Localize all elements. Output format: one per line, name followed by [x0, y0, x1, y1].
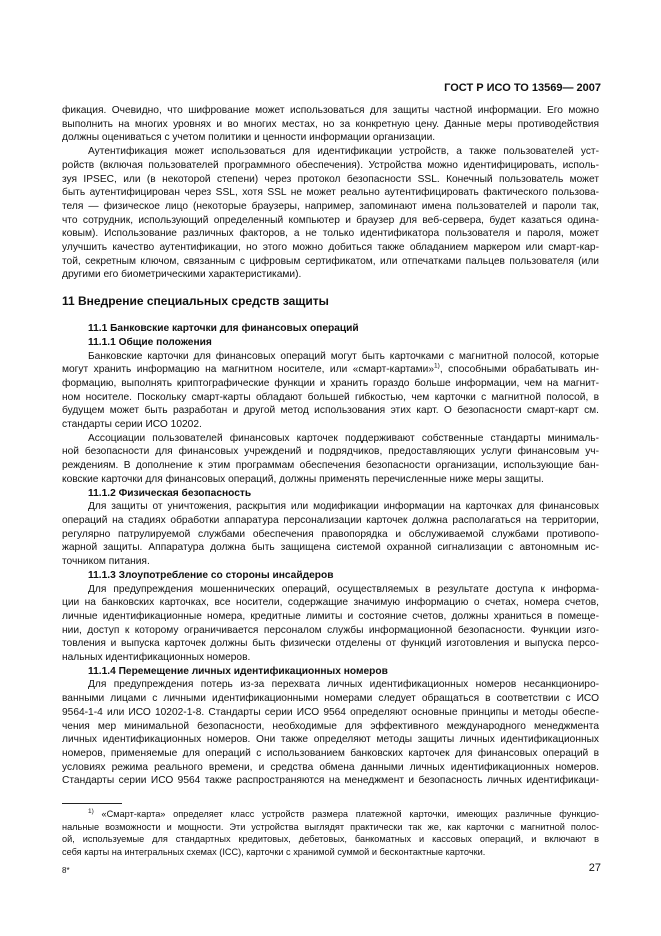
text-fragment: могут хранить информацию на магнитном носителе, или «смарт-картами» [62, 364, 435, 376]
subsection-heading-11-1-2: 11.1.2 Физическая безопасность [88, 487, 252, 499]
text-line: ном носителе. Поскольку смарт-карты обладают большей гибкостью, чем карточки с магнитной полосой, в [62, 391, 599, 403]
subsection-heading-11-1-1: 11.1.1 Общие положения [88, 336, 212, 348]
section-heading-11: 11 Внедрение специальных средств защиты [62, 294, 329, 309]
text-line: точником питания. [62, 556, 150, 568]
text-line: жарной защиты. Аппаратура должна быть защищена системой охранной сигнализации с автономным ис- [62, 542, 599, 554]
text-line: Стандарты серии ИСО 9564 также распространяются на менеджмент и безопасность личных идентификаци- [62, 775, 599, 787]
paragraph [62, 350, 599, 432]
text-line: стандарты серии ИСО 10202. [62, 419, 202, 431]
text-line: Для предупреждения мошеннических операций, осуществляемых в результате доступа к информа- [88, 583, 599, 595]
text-line: операций на стадиях обработки аппаратура персонализации карточек должна располагаться на территории, [62, 514, 599, 526]
text-line: что сотрудник, использующий определенный компьютер и браузер для веб-сервера, будет казаться одина- [62, 214, 599, 226]
text-line: ковские карточки для финансовых операций, должны применять перечисленные ниже меры защиты. [62, 473, 544, 485]
text-line: чения мер минимальной безопасности, необходимые для эффективного международного менеджмента [62, 720, 599, 732]
text-line: ной безопасности для финансовых учреждений и подрядчиков, предоставляющих услуги финансовым уч- [62, 446, 599, 458]
paragraph [62, 104, 599, 145]
text-line: быть аутентифицирован через SSL, хотя SSL не может реально аутентифицировать фактического пользова- [62, 187, 599, 199]
footnote-line: нальные возможности и мощности. Эти устройства выглядят практически так же, как карточки с магнитной полос- [62, 821, 599, 832]
footnote [62, 808, 599, 858]
text-line: реждениям. В дополнение к этим программам обеспечения безопасности организации, использующие бан- [62, 460, 599, 472]
footnote-mark: 1) [88, 807, 94, 815]
text-line: будущем может быть разработан и другой метод использования этих карт. О безопасности смарт-карт см. [62, 405, 599, 417]
subsection-heading-11-1-3: 11.1.3 Злоупотребление со стороны инсайдеров [88, 569, 334, 581]
text-line: регулярно патрулируемой службами обеспечения правопорядка и обслуживаемой службами противопо- [62, 528, 599, 540]
text-line: Аутентификация может использоваться для идентификации устройств, а также пользователей уст- [88, 146, 599, 158]
text-fragment: «Смарт-карта» определяет класс устройств размера платежной карточки, имеющих различные функцио- [93, 809, 599, 819]
paragraph [62, 678, 599, 788]
text-line: 9564-1-4 или ИСО 10202-1-8. Стандарты серии ИСО 9564 определяют основные принципы и методы обеспе- [62, 706, 599, 718]
text-line: теля — физическое лицо (некоторые браузеры, например, запоминают имена пользователей и пароли так, [62, 200, 599, 212]
paragraph [62, 583, 599, 665]
text-line: ковым). Использование различных факторов, а не только идентификатора пользователя и пароля, может [62, 228, 599, 240]
text-line: личных идентификационных номеров. Они также определяют методы защиты личных идентификационных [62, 734, 599, 746]
page-number: 27 [588, 862, 601, 874]
footnote-divider [62, 803, 122, 804]
text-line: улучшить качество аутентификации, но этого можно добиться также обладанием маркером или смарт-кар- [62, 242, 599, 254]
paragraph [62, 500, 599, 569]
paragraph [62, 432, 599, 487]
text-line: Ассоциации пользователей финансовых карточек поддерживают собственные стандарты минималь- [88, 432, 599, 444]
text-line [62, 363, 599, 377]
text-line: личные идентификационные номера, кредитные лимиты и состояние счетов, должны храниться в помеще- [62, 610, 599, 622]
text-line: фикация. Очевидно, что шифрование может использоваться для защиты частной информации. Его можно [62, 105, 599, 116]
text-line: зуя IPSEC, или (в некоторой степени) через протокол безопасности SSL. Конечный пользователь может [62, 173, 599, 185]
subsection-heading-11-1: 11.1 Банковские карточки для финансовых операций [88, 323, 359, 335]
text-line: формацию, выполнять криптографические функции и хранить гораздо больше информации, чем на магнит- [62, 377, 599, 389]
text-line: ванными лицами с личными идентификационными номерами следует обращаться в соответствии с ИСО [62, 693, 599, 705]
subsection-heading-11-1-4: 11.1.4 Перемещение личных идентификационных номеров [88, 665, 388, 677]
text-line: той, секретным ключом, связанным с цифровым сертификатом, или отпечатками пальцев пользователя (или [62, 255, 599, 267]
text-line: ции на банковских карточках, все носители, содержащие значимую информацию о счетах, номера счетов, [62, 597, 599, 609]
text-line: Для предупреждения потерь из-за перехвата личных идентификационных номеров несанкциониро- [88, 679, 599, 691]
footnote-line [62, 808, 599, 821]
text-line: Для защиты от уничтожения, раскрытия или модификации информации на карточках для финансовых [88, 501, 599, 513]
footnote-line: себя карты на интегральных схемах (ICC), карточки с хранимой суммой и бесконтактные карточки. [62, 846, 486, 857]
text-line: нальных идентификационных номеров. [62, 652, 251, 664]
document-header-id: ГОСТ Р ИСО ТО 13569— 2007 [444, 82, 601, 94]
paragraph [62, 145, 599, 282]
text-fragment: , способными обрабатывать ин- [439, 364, 599, 376]
text-line: другими его биометрическими характеристиками). [62, 269, 302, 281]
page-body [62, 104, 599, 788]
text-line: номеров, применяемые для операций с использованием банковских карточек для финансовых операций в [62, 747, 599, 759]
text-line: товления и выпуска карточек должны быть физически отделены от функций изготовления и выпуска персо- [62, 638, 599, 650]
text-line: Банковские карточки для финансовых операций могут быть карточками с магнитной полосой, которые [88, 350, 599, 362]
sheet-mark: 8* [62, 866, 70, 875]
text-line: ройств (включая пользователей программного обеспечения). Устройства можно идентифицировать, исполь- [62, 159, 599, 171]
text-line: должны оцениваться с учетом политики и ценности информации организации. [62, 132, 436, 144]
text-line: выполнить на многих уровнях и во многих местах, но за конкретную цену. Данные меры противодействия [62, 118, 599, 130]
footnote-ref: 1) [434, 362, 440, 370]
footnote-line: ой, используемые для стандартных кредитовых, дебетовых, банкоматных и кассовых операций, и включают в [62, 834, 599, 844]
text-line: нии, доступ к которому ограничивается персоналом службы информационной безопасности. Функции изго- [62, 624, 599, 636]
text-line: условиях режима реального времени, и средства обмена данными личных идентификационных номеров. [62, 761, 599, 773]
